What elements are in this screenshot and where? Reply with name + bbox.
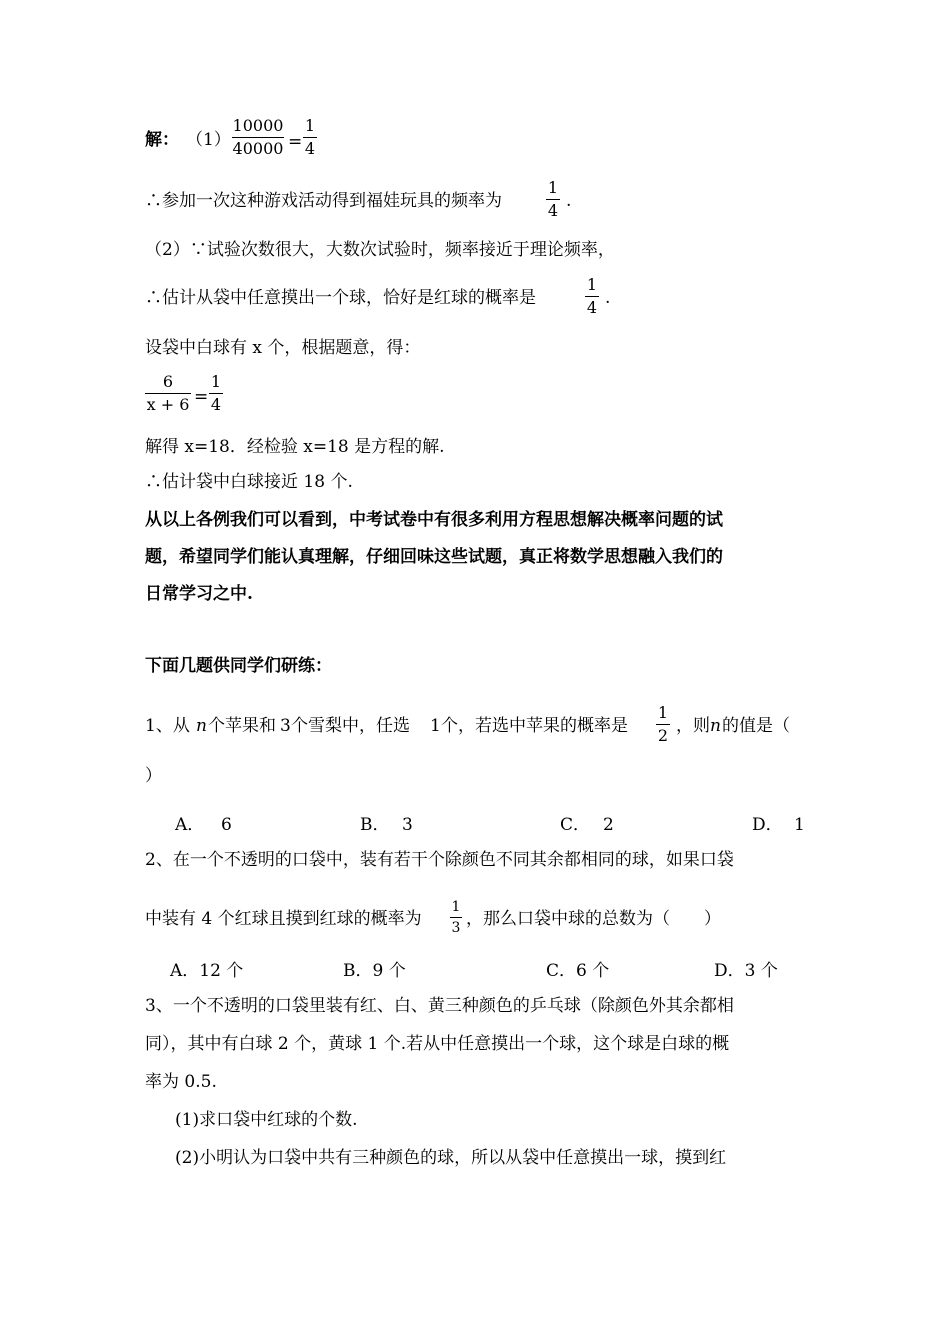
q1-option-c-value: 2 [603,815,614,835]
period: . [605,288,611,308]
q2-line-2a: 中装有 4 个红球且摸到红球的概率为 [145,909,422,929]
equation-left-fraction [145,374,191,413]
period: . [566,191,572,211]
denominator: 4 [210,395,222,414]
q1-text-d: 个，若选中苹果的概率是 [441,716,628,736]
q1-text-e: ，则 [676,716,710,736]
q1-option-b-letter: B． [360,815,390,835]
frequency-line: ∴参加一次这种游戏活动得到福娃玩具的频率为 [145,191,502,211]
q2-option-d: D．3 个 [714,961,778,981]
conclusion-line: ∴估计袋中白球接近 18 个. [145,472,353,492]
denominator: 4 [547,201,559,220]
part2-line: （2）∵试验次数很大，大数次试验时，频率接近于理论频率， [145,240,615,260]
denominator: 4 [586,298,598,317]
q3-line-3: 率为 0.5. [145,1072,217,1092]
q3-line-1: 3、一个不透明的口袋里装有红、白、黄三种颜色的乒乓球（除颜色外其余都相 [145,996,734,1016]
q3-sub-2: (2)小明认为口袋中共有三种颜色的球，所以从袋中任意摸出一球，摸到红 [175,1148,727,1168]
q1-variable-n: n [710,716,721,736]
q1-close-paren: ） [145,766,162,786]
practice-heading: 下面几题供同学们研练： [145,656,332,676]
part1-marker: （1） [186,130,231,150]
q2-fraction [450,900,462,935]
q2-line-1: 2、在一个不透明的口袋中，装有若干个除颜色不同其余都相同的球，如果口袋 [145,850,734,870]
q1-text-a: 1、从 [145,716,190,736]
q3-sub-1: (1)求口袋中红球的个数. [175,1110,358,1130]
q1-option-c-letter: C． [560,815,591,835]
summary-line-3: 日常学习之中. [145,584,253,604]
denominator: 2 [657,726,669,745]
q1-option-d-value: 1 [794,815,805,835]
q2-option-a: A．12 个 [170,961,244,981]
numerator: 1 [451,899,461,915]
q1-number-one: 1 [430,716,441,736]
estimate-fraction [585,277,599,316]
q1-fraction [656,705,670,744]
q2-line-2b: ，那么口袋中球的总数为（ ） [466,909,721,929]
q1-number-three: 3 [280,716,291,736]
numerator: 1 [547,178,559,197]
equals-sign: = [288,132,303,152]
numerator: 1 [304,116,316,135]
q1-option-b-value: 3 [402,815,413,835]
q1-text-b: 个苹果和 [208,716,276,736]
denominator: 40000 [232,139,284,158]
q3-line-2: 同），其中有白球 2 个，黄球 1 个.若从中任意摸出一个球，这个球是白球的概 [145,1034,730,1054]
q1-option-a-value: 6 [221,815,232,835]
solve-line: 解得 x=18．经检验 x=18 是方程的解. [145,437,445,457]
denominator: x + 6 [146,395,190,414]
denominator: 3 [451,920,461,936]
q2-option-b: B．9 个 [343,961,406,981]
numerator: 1 [657,703,669,722]
solution-label: 解： [145,130,179,150]
fraction-10000-40000 [232,118,284,157]
set-line: 设袋中白球有 x 个，根据题意，得： [145,338,421,358]
denominator: 4 [304,139,316,158]
numerator: 1 [210,372,222,391]
equals-sign: = [194,387,209,407]
frequency-fraction [546,180,560,219]
summary-line-2: 题，希望同学们能认真理解，仔细回味这些试题，真正将数学思想融入我们的 [145,547,723,567]
numerator: 6 [162,372,174,391]
q1-text-c: 个雪梨中，任选 [291,716,410,736]
estimate-line: ∴估计从袋中任意摸出一个球，恰好是红球的概率是 [145,288,536,308]
q2-option-c: C．6 个 [546,961,610,981]
q1-option-d-letter: D． [752,815,783,835]
numerator: 1 [586,275,598,294]
summary-line-1: 从以上各例我们可以看到，中考试卷中有很多利用方程思想解决概率问题的试 [145,510,723,530]
q1-text-f: 的值是（ [722,716,790,736]
q1-variable-n: n [196,716,207,736]
numerator: 10000 [232,116,284,135]
fraction-one-quarter [303,118,317,157]
equation-right-fraction [209,374,223,413]
q1-option-a-letter: A． [175,815,205,835]
